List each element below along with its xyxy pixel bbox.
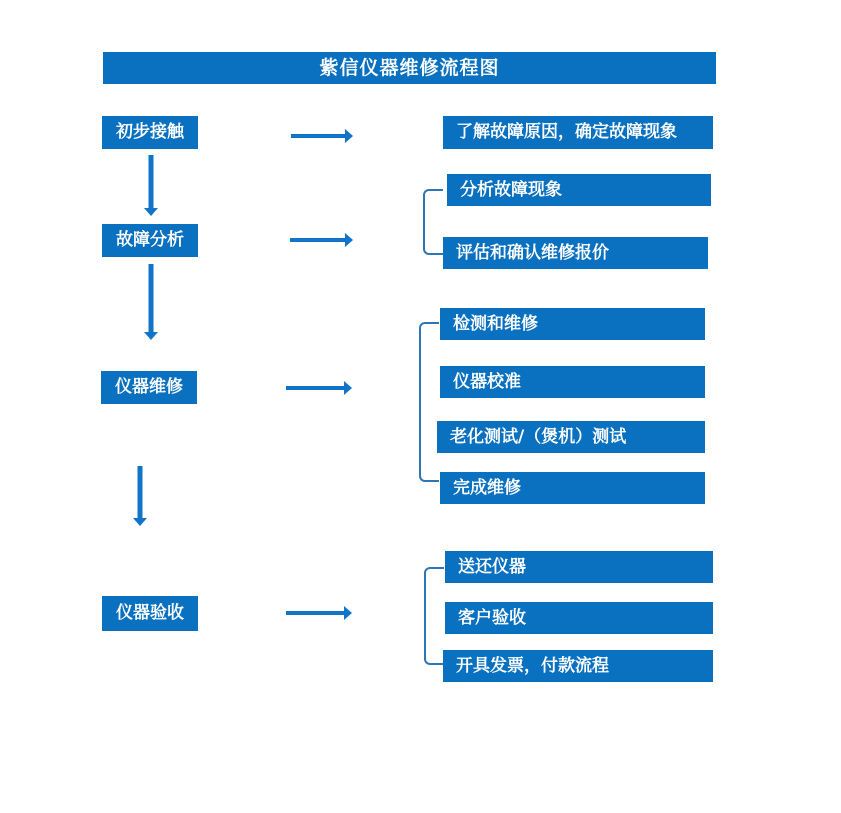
group-bracket — [423, 189, 443, 255]
step-box: 送还仪器 — [445, 551, 713, 583]
group-bracket — [419, 322, 439, 482]
right-arrow-head — [344, 381, 352, 395]
step-box: 检测和维修 — [440, 308, 705, 340]
down-arrow-shaft — [149, 155, 154, 208]
step-box: 评估和确认维修报价 — [443, 237, 708, 269]
right-arrow-shaft — [290, 238, 346, 242]
step-box: 开具发票，付款流程 — [443, 650, 713, 682]
down-arrow-head — [144, 332, 158, 340]
down-arrow-icon — [144, 264, 158, 340]
step-box: 完成维修 — [440, 472, 705, 504]
right-arrow-shaft — [286, 611, 345, 615]
right-arrow-icon — [290, 233, 353, 247]
right-arrow-shaft — [291, 134, 346, 138]
right-arrow-icon — [286, 381, 352, 395]
right-arrow-shaft — [286, 386, 345, 390]
stage-box-initial-contact: 初步接触 — [102, 116, 198, 149]
right-arrow-head — [345, 233, 353, 247]
down-arrow-head — [133, 518, 147, 526]
group-bracket — [424, 567, 444, 665]
right-arrow-head — [345, 129, 353, 143]
down-arrow-head — [144, 208, 158, 216]
flowchart-title: 紫信仪器维修流程图 — [103, 52, 716, 84]
stage-box-instrument-acceptance: 仪器验收 — [102, 596, 198, 631]
right-arrow-icon — [286, 606, 352, 620]
down-arrow-shaft — [138, 466, 143, 518]
right-arrow-icon — [291, 129, 353, 143]
step-box: 客户验收 — [445, 602, 713, 634]
stage-box-instrument-repair: 仪器维修 — [101, 371, 197, 404]
step-box: 仪器校准 — [440, 366, 705, 398]
down-arrow-shaft — [149, 264, 154, 332]
down-arrow-icon — [144, 155, 158, 216]
stage-box-fault-analysis: 故障分析 — [102, 224, 198, 257]
step-box: 分析故障现象 — [447, 174, 711, 206]
down-arrow-icon — [133, 466, 147, 526]
step-box: 老化测试/（煲机）测试 — [437, 421, 705, 453]
right-arrow-head — [344, 606, 352, 620]
step-box: 了解故障原因，确定故障现象 — [443, 116, 713, 149]
